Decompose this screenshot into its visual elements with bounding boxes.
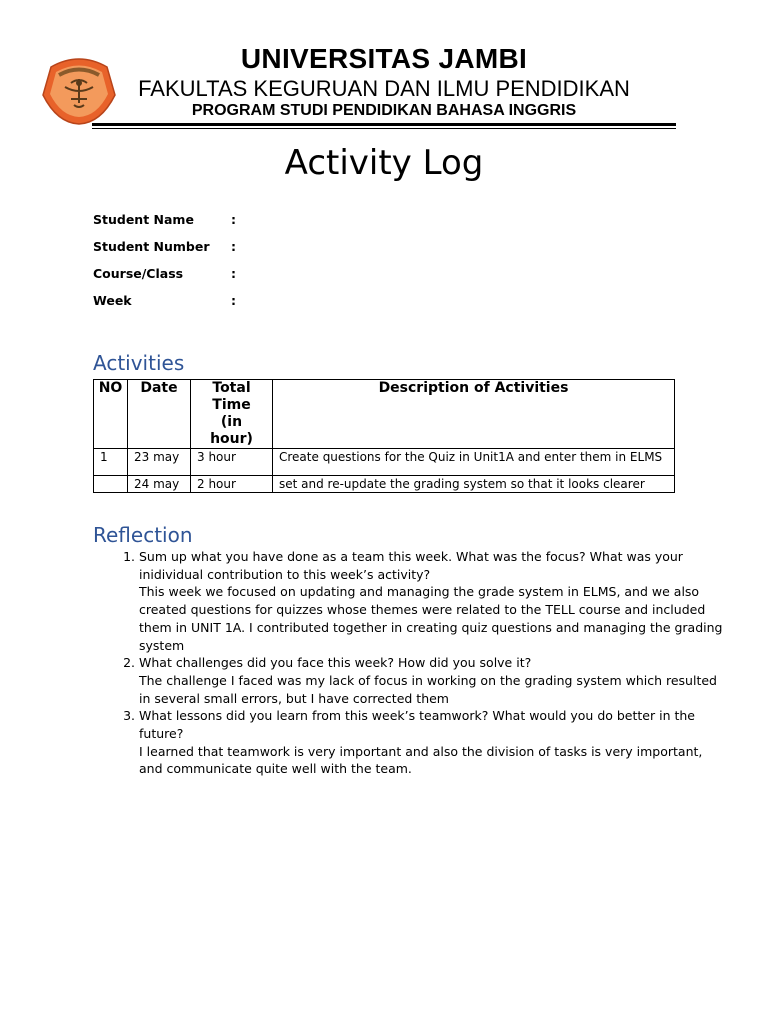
student-number-colon: : [231, 239, 236, 254]
week-colon: : [231, 293, 236, 308]
reflection-heading: Reflection [93, 523, 193, 547]
program-name: PROGRAM STUDI PENDIDIKAN BAHASA INGGRIS [191, 102, 577, 119]
student-number-label: Student Number [93, 239, 210, 254]
student-name-label: Student Name [93, 212, 194, 227]
row-no: 1 [94, 449, 128, 476]
page-title: Activity Log [284, 143, 484, 183]
column-header-date: Date [128, 380, 191, 449]
reflection-answer: The challenge I faced was my lack of focus in working on the grading system which resulted in several small errors, but I have corrected them [139, 672, 717, 706]
faculty-name: FAKULTAS KEGURUAN DAN ILMU PENDIDIKAN [138, 76, 630, 101]
list-item [139, 707, 729, 778]
list-item [139, 548, 729, 654]
reflection-question: 2. What challenges did you face this week? How did you solve it? [139, 655, 532, 671]
reflection-question: 1. Sum up what you have done as a team this week. What was the focus? What was your inidividual contribution to this week’s activity? [139, 549, 683, 582]
reflection-list [93, 548, 729, 778]
row-no [94, 476, 128, 493]
course-class-colon: : [231, 266, 236, 281]
column-header-no: NO [94, 380, 128, 449]
table-row [94, 449, 675, 476]
header-divider [92, 123, 676, 126]
activities-heading: Activities [93, 351, 185, 375]
row-description: Create questions for the Quiz in Unit1A and enter them in ELMS [273, 449, 675, 476]
column-header-description: Description of Activities [273, 380, 675, 449]
row-date: 24 may [128, 476, 191, 493]
student-name-colon: : [231, 212, 236, 227]
row-date: 23 may [128, 449, 191, 476]
reflection-answer: This week we focused on updating and managing the grade system in ELMS, and we also created questions for quizzes whose themes were related to the TELL course and included them in UNIT 1A. I contributed together in creating quiz questions and managing the grading system [139, 584, 723, 653]
header-divider-thin [92, 128, 676, 129]
activities-table [93, 379, 675, 493]
university-name: UNIVERSITAS JAMBI [240, 43, 528, 74]
list-item [139, 654, 729, 707]
week-label: Week [93, 293, 132, 308]
column-header-time: Total Time (in hour) [191, 380, 273, 449]
row-description: set and re-update the grading system so that it looks clearer [273, 476, 675, 493]
row-time: 2 hour [191, 476, 273, 493]
table-row [94, 476, 675, 493]
row-time: 3 hour [191, 449, 273, 476]
course-class-label: Course/Class [93, 266, 184, 281]
table-header-row [94, 380, 675, 449]
reflection-answer: I learned that teamwork is very important and also the division of tasks is very important, and communicate quite well with the team. [139, 743, 703, 777]
reflection-question: 3. What lessons did you learn from this week’s teamwork? What would you do better in the future? [139, 708, 695, 742]
